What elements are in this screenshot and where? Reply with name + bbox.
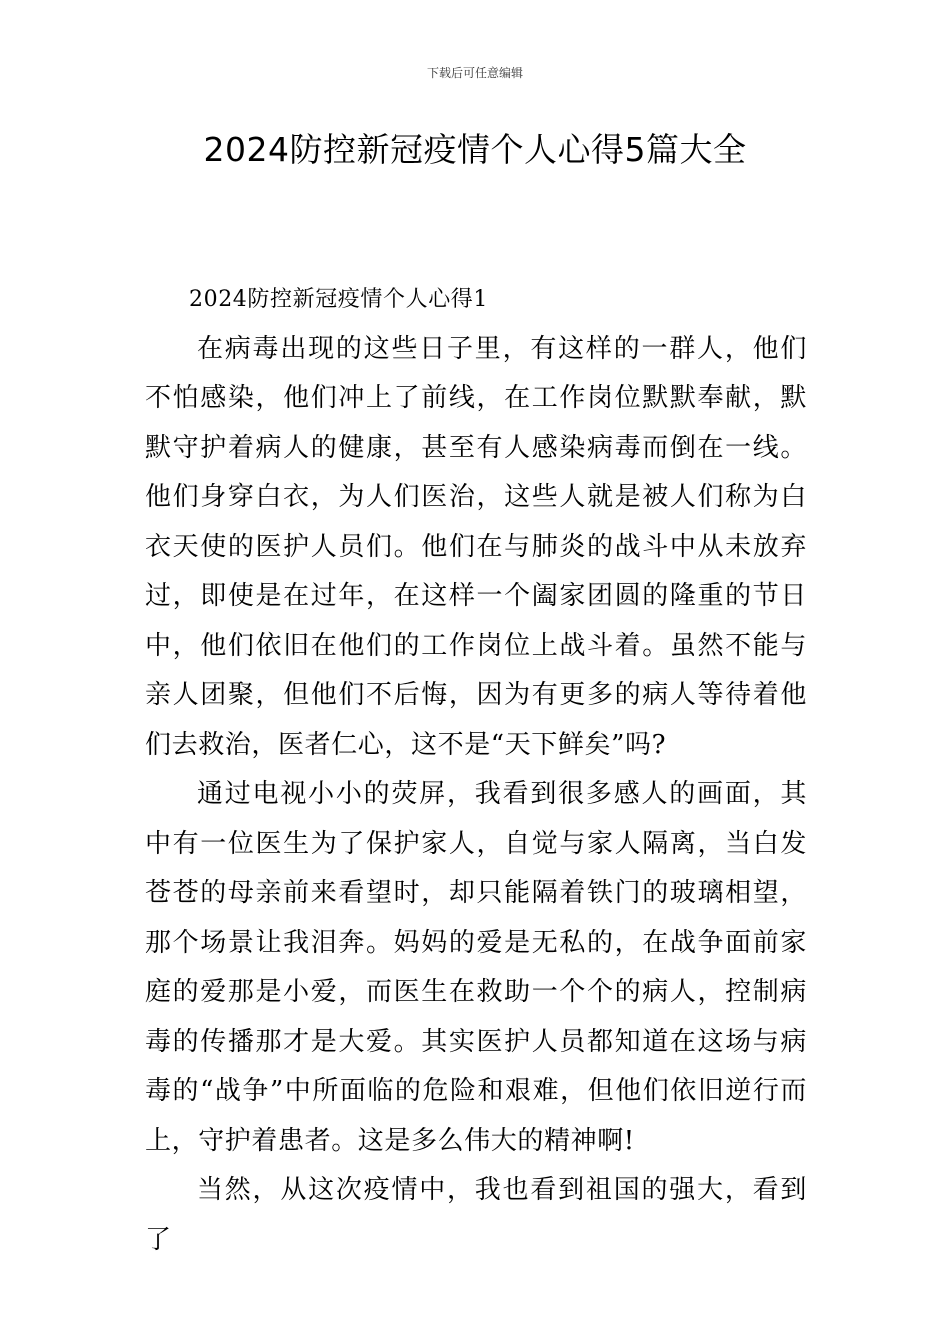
section-heading: 2024防控新冠疫情个人心得1	[189, 287, 488, 312]
page-header-note: 下载后可任意编辑	[426, 66, 523, 80]
body-paragraph-3: 当然，从这次疫情中，我也看到祖国的强大，看到了	[145, 1175, 807, 1255]
body-paragraph-1: 在病毒出现的这些日子里，有这样的一群人，他们不怕感染，他们冲上了前线，在工作岗位默默奉献，默默守护着病人的健康，甚至有人感染病毒而倒在一线。他们身穿白衣，为人们医治，这些人就是被人们称为白衣天使的医护人员们。他们在与肺炎的战斗中从未放弃过，即使是在过年，在这样一个阖家团圆的隆重的节日中，他们依旧在他们的工作岗位上战斗着。虽然不能与亲人团聚，但他们不后悔，因为有更多的病人等待着他们去救治，医者仁心，这不是“天下鲜矣”吗?	[145, 333, 807, 760]
body-paragraph-2: 通过电视小小的荧屏，我看到很多感人的画面，其中有一位医生为了保护家人，自觉与家人隔离，当白发苍苍的母亲前来看望时，却只能隔着铁门的玻璃相望，那个场景让我泪奔。妈妈的爱是无私的，在战争面前家庭的爱那是小爱，而医生在救助一个个的病人，控制病毒的传播那才是大爱。其实医护人员都知道在这场与病毒的“战争”中所面临的危险和艰难，但他们依旧逆行而上，守护着患者。这是多么伟大的精神啊!	[145, 779, 807, 1156]
document-body	[145, 275, 807, 1265]
document-title: 2024防控新冠疫情个人心得5篇大全	[203, 130, 747, 169]
